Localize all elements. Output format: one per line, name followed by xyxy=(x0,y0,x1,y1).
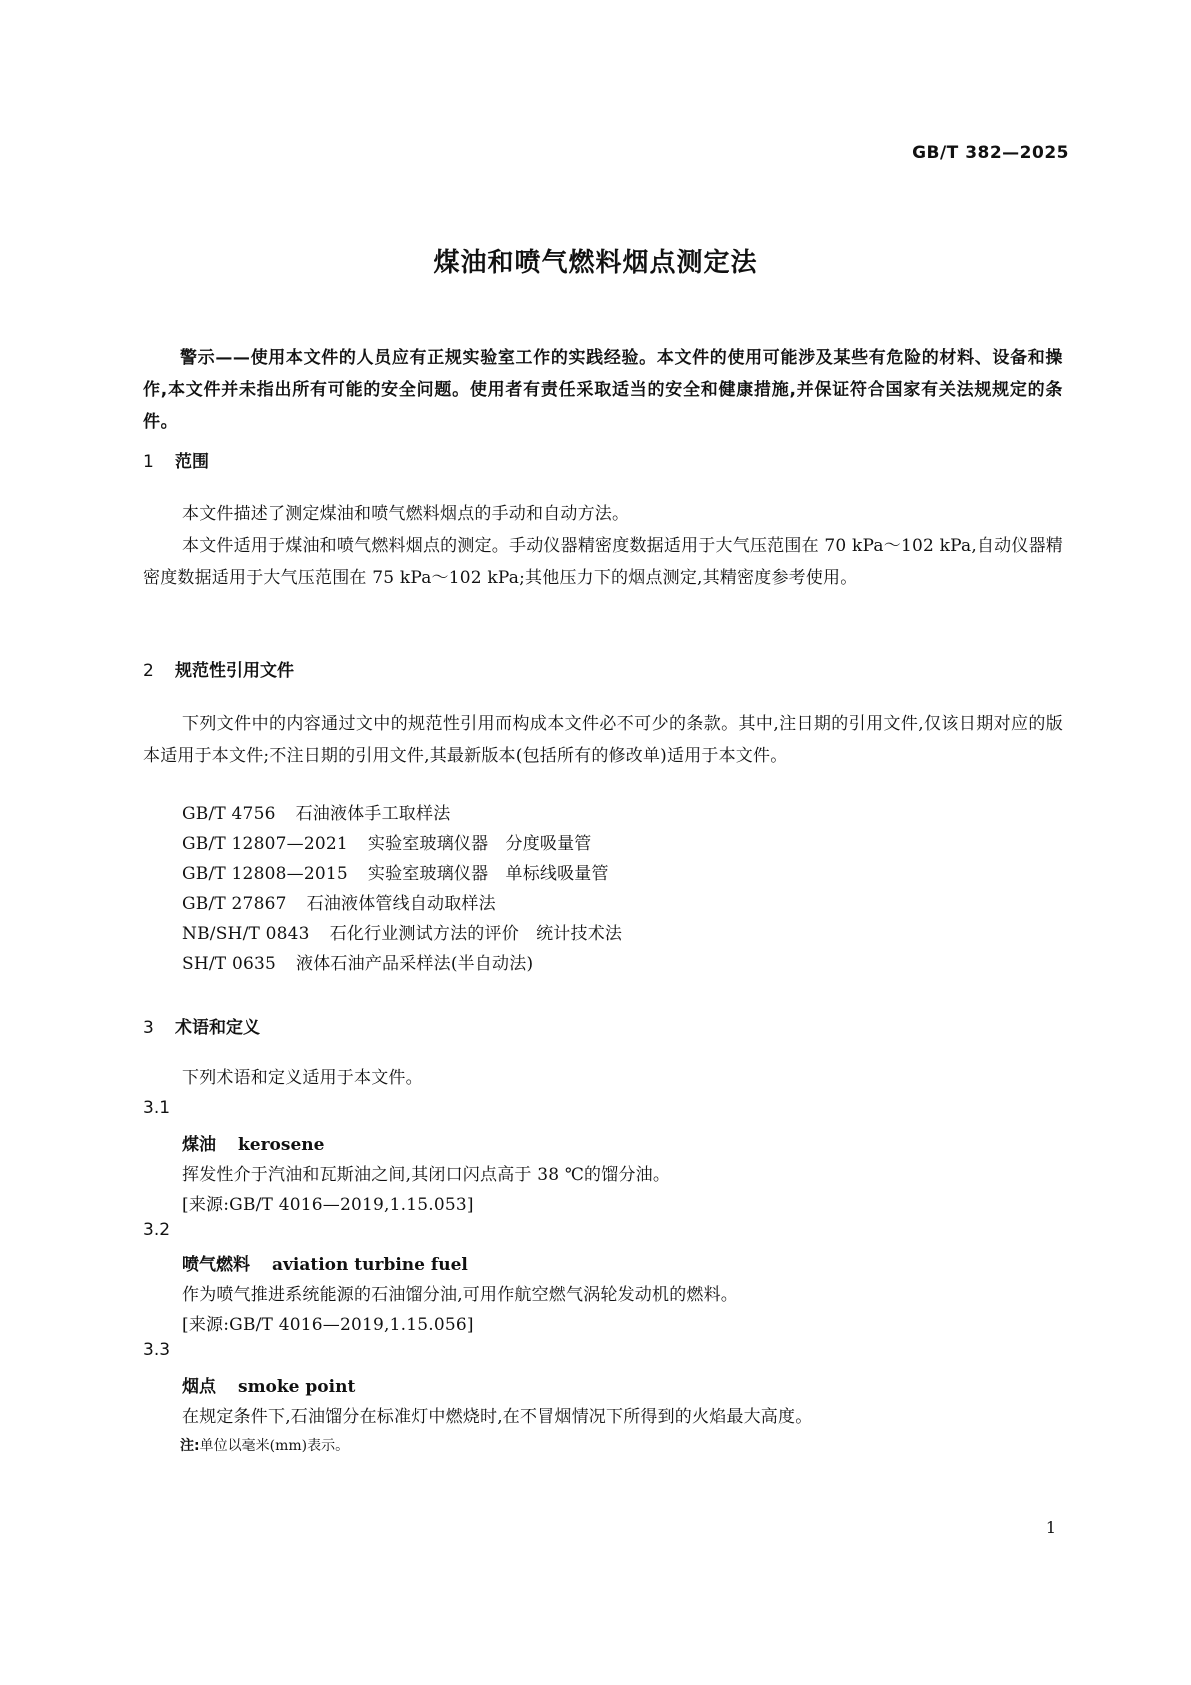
section-heading-scope xyxy=(143,447,209,472)
safety-warning: 警示——使用本文件的人员应有正规实验室工作的实践经验。本文件的使用可能涉及某些有危险的材料、设备和操作,本文件并未指出所有可能的安全问题。使用者有责任采取适当的安全和健康措施,并保证符合国家有关法规规定的条件。 xyxy=(143,348,1063,432)
reference-code: GB/T 4756 xyxy=(182,804,276,824)
reference-name: 液体石油产品采样法(半自动法) xyxy=(296,954,534,974)
reference-item xyxy=(182,919,622,944)
reference-name: 石化行业测试方法的评价 统计技术法 xyxy=(329,924,623,944)
section-number: 3 xyxy=(143,1018,154,1038)
reference-name: 石油液体管线自动取样法 xyxy=(306,894,496,914)
section-heading-refs xyxy=(143,656,294,681)
reference-name: 实验室玻璃仪器 单标线吸量管 xyxy=(367,864,609,884)
reference-item xyxy=(182,859,609,884)
note-label: 注: xyxy=(180,1438,200,1454)
terms-intro-paragraph: 下列术语和定义适用于本文件。 xyxy=(182,1068,423,1088)
reference-item xyxy=(182,799,450,824)
reference-code: GB/T 12808—2015 xyxy=(182,864,348,884)
standard-code: GB/T 382—2025 xyxy=(912,143,1069,163)
term-en: kerosene xyxy=(238,1135,325,1155)
section-heading-terms xyxy=(143,1013,260,1038)
term-entry xyxy=(182,1250,468,1275)
term-en: aviation turbine fuel xyxy=(272,1255,468,1275)
term-zh: 喷气燃料 xyxy=(182,1255,250,1275)
reference-item xyxy=(182,949,533,974)
reference-item xyxy=(182,889,496,914)
term-zh: 煤油 xyxy=(182,1135,216,1155)
term-number: 3.1 xyxy=(143,1098,171,1118)
term-number: 3.2 xyxy=(143,1220,171,1240)
term-zh: 烟点 xyxy=(182,1377,216,1397)
section-number: 1 xyxy=(143,452,154,472)
section-title: 范围 xyxy=(175,452,209,472)
page-number: 1 xyxy=(1045,1518,1056,1537)
reference-code: GB/T 12807—2021 xyxy=(182,834,348,854)
reference-name: 实验室玻璃仪器 分度吸量管 xyxy=(367,834,592,854)
section-title: 规范性引用文件 xyxy=(175,661,294,681)
section-title: 术语和定义 xyxy=(175,1018,260,1038)
reference-code: SH/T 0635 xyxy=(182,954,277,974)
scope-paragraph-1: 本文件描述了测定煤油和喷气燃料烟点的手动和自动方法。 xyxy=(182,504,630,524)
term-entry xyxy=(182,1372,355,1397)
term-entry xyxy=(182,1130,324,1155)
section-number: 2 xyxy=(143,661,154,681)
term-source: [来源:GB/T 4016—2019,1.15.053] xyxy=(182,1195,474,1215)
term-definition: 在规定条件下,石油馏分在标准灯中燃烧时,在不冒烟情况下所得到的火焰最大高度。 xyxy=(182,1407,813,1427)
term-number: 3.3 xyxy=(143,1340,171,1360)
reference-code: GB/T 27867 xyxy=(182,894,287,914)
reference-name: 石油液体手工取样法 xyxy=(295,804,451,824)
term-definition: 作为喷气推进系统能源的石油馏分油,可用作航空燃气涡轮发动机的燃料。 xyxy=(182,1285,739,1305)
refs-intro-paragraph: 下列文件中的内容通过文中的规范性引用而构成本文件必不可少的条款。其中,注日期的引用文件,仅该日期对应的版本适用于本文件;不注日期的引用文件,其最新版本(包括所有的修改单)适用于本文件。 xyxy=(143,714,1063,766)
note-text: 单位以毫米(mm)表示。 xyxy=(199,1438,350,1454)
term-en: smoke point xyxy=(238,1377,356,1397)
document-title: 煤油和喷气燃料烟点测定法 xyxy=(433,248,758,278)
reference-code: NB/SH/T 0843 xyxy=(182,924,310,944)
reference-item xyxy=(182,829,592,854)
scope-paragraph-2: 本文件适用于煤油和喷气燃料烟点的测定。手动仪器精密度数据适用于大气压范围在 70 kPa～102 kPa,自动仪器精密度数据适用于大气压范围在 75 kPa～102 kPa;其他压力下的烟点测定,其精密度参考使用。 xyxy=(143,536,1063,588)
term-definition: 挥发性介于汽油和瓦斯油之间,其闭口闪点高于 38 ℃的馏分油。 xyxy=(182,1165,671,1185)
term-source: [来源:GB/T 4016—2019,1.15.056] xyxy=(182,1315,474,1335)
term-note xyxy=(180,1435,349,1455)
